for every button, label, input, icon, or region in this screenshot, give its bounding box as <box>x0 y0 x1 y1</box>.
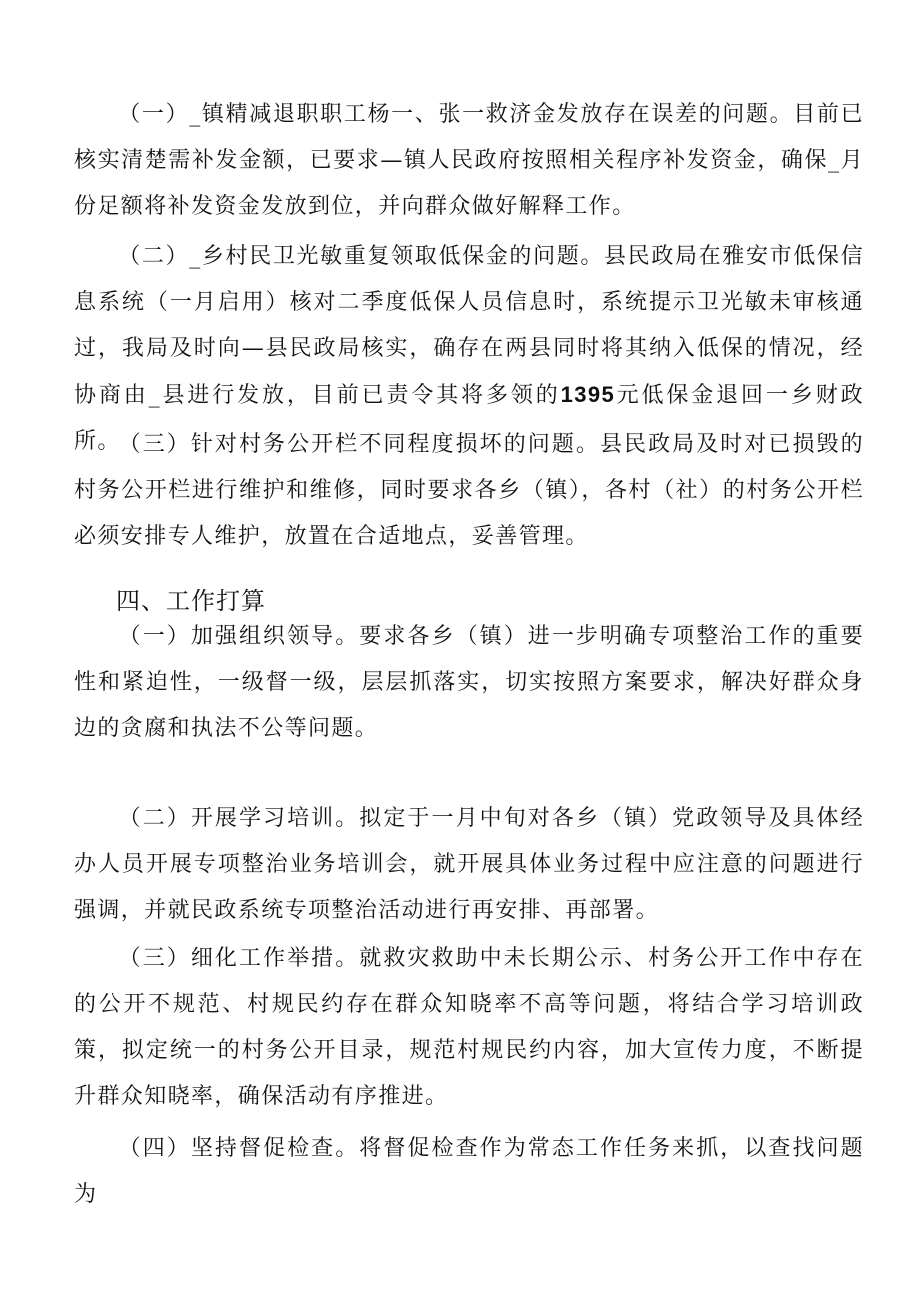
paragraph-text: （四）坚持督促检查。将督促检查作为常态工作任务来抓，以查找问题为 <box>74 1136 864 1207</box>
amount-number: 1395 <box>560 382 616 407</box>
paragraph-4-4 <box>74 1126 864 1218</box>
paragraph-text: （一）_镇精减退职职工杨一、张一救济金发放存在误差的问题。目前已核实清楚需补发金额，已要求—镇人民政府按照相关程序补发资金，确保_月份足额将补发资金发放到位，并向群众做好解释工作。 <box>74 102 864 219</box>
paragraph-4-1 <box>74 614 864 752</box>
paragraph-text: （三）针对村务公开栏不同程度损坏的问题。县民政局及时对已损毁的村务公开栏进行维护和维修，同时要求各乡（镇），各村（社）的村务公开栏必须安排专人维护，放置在合适地点，妥善管理。 <box>74 432 864 549</box>
paragraph-3-3 <box>74 422 864 560</box>
paragraph-text: （二）_乡村民卫光敏重复领取低保金的问题。县民政局在雅安市低保信息系统（一月启用）核对二季度低保人员信息时，系统提示卫光敏未审核通过，我局及时向—县民政局核实，确存在两县同时将其纳入低保的情况，经协商由_县进行发放，目前已责令其将多领的1395元低保金退回一乡财政所。 <box>74 244 864 454</box>
paragraph-4-2 <box>74 796 864 934</box>
paragraph-text: （二）开展学习培训。拟定于一月中旬对各乡（镇）党政领导及具体经办人员开展专项整治业务培训会，就开展具体业务过程中应注意的问题进行强调，并就民政系统专项整治活动进行再安排、再部署。 <box>74 806 864 923</box>
paragraph-3-1 <box>74 92 864 230</box>
paragraph-4-3 <box>74 936 864 1120</box>
paragraph-text: （一）加强组织领导。要求各乡（镇）进一步明确专项整治工作的重要性和紧迫性，一级督一级，层层抓落实，切实按照方案要求，解决好群众身边的贪腐和执法不公等问题。 <box>74 624 864 741</box>
section-heading: 四、工作打算 <box>116 587 266 615</box>
paragraph-text: （三）细化工作举措。就救灾救助中未长期公示、村务公开工作中存在的公开不规范、村规民约存在群众知晓率不高等问题，将结合学习培训政策，拟定统一的村务公开目录，规范村规民约内容，加大宣传力度，不断提升群众知晓率，确保活动有序推进。 <box>74 946 864 1109</box>
